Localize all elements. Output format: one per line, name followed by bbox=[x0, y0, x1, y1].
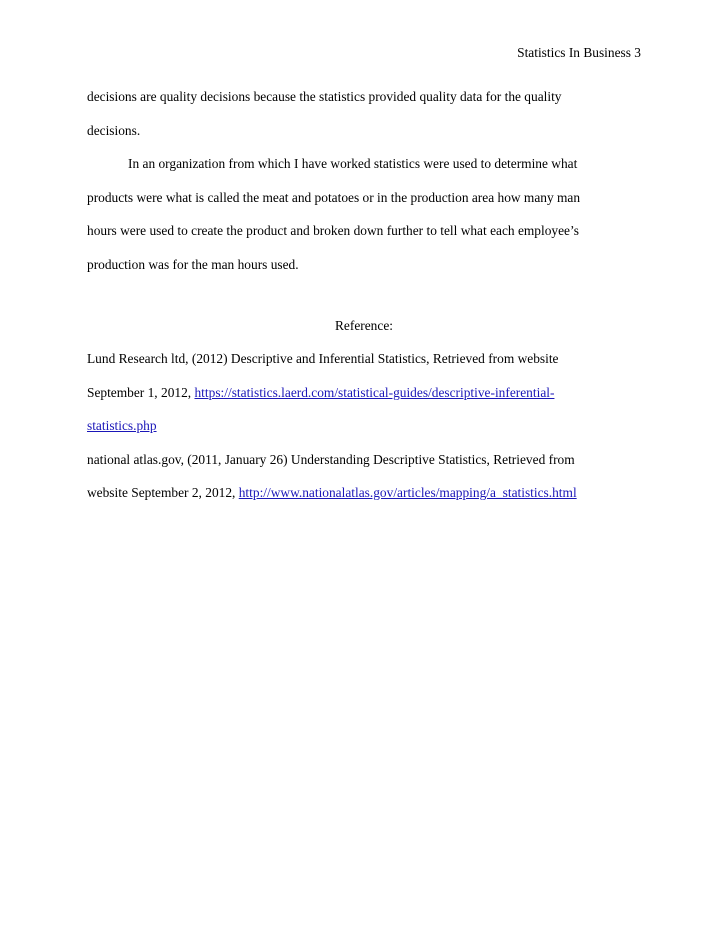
running-head: Statistics In Business 3 bbox=[517, 45, 641, 60]
reference-1-line-3 bbox=[87, 417, 157, 434]
paragraph-1-line-2: decisions. bbox=[87, 123, 141, 138]
paragraph-2-line-2: products were what is called the meat and potatoes or in the production area how many man bbox=[87, 190, 581, 205]
reference-1-link-part-1[interactable]: https://statistics.laerd.com/statistical-guides/descriptive-inferential- bbox=[194, 385, 555, 400]
reference-1-line-1: Lund Research ltd, (2012) Descriptive and Inferential Statistics, Retrieved from website bbox=[87, 351, 559, 366]
reference-2-link[interactable]: http://www.nationalatlas.gov/articles/mapping/a_statistics.html bbox=[238, 485, 577, 500]
reference-2-line-1: national atlas.gov, (2011, January 26) Understanding Descriptive Statistics, Retrieved from bbox=[87, 452, 575, 467]
reference-1-link-part-2[interactable]: statistics.php bbox=[87, 418, 157, 433]
paragraph-2-line-1: In an organization from which I have worked statistics were used to determine what bbox=[128, 156, 578, 171]
reference-1-line-2 bbox=[87, 384, 554, 401]
reference-1-date: September 1, 2012, bbox=[87, 385, 195, 400]
reference-2-line-2 bbox=[87, 484, 577, 501]
paragraph-2-line-3: hours were used to create the product and broken down further to tell what each employee’s bbox=[87, 223, 579, 238]
paragraph-2-line-4: production was for the man hours used. bbox=[87, 257, 299, 272]
paragraph-1-line-1: decisions are quality decisions because the statistics provided quality data for the quality bbox=[87, 89, 562, 104]
reference-2-date: website September 2, 2012, bbox=[87, 485, 239, 500]
reference-heading: Reference: bbox=[335, 318, 393, 333]
